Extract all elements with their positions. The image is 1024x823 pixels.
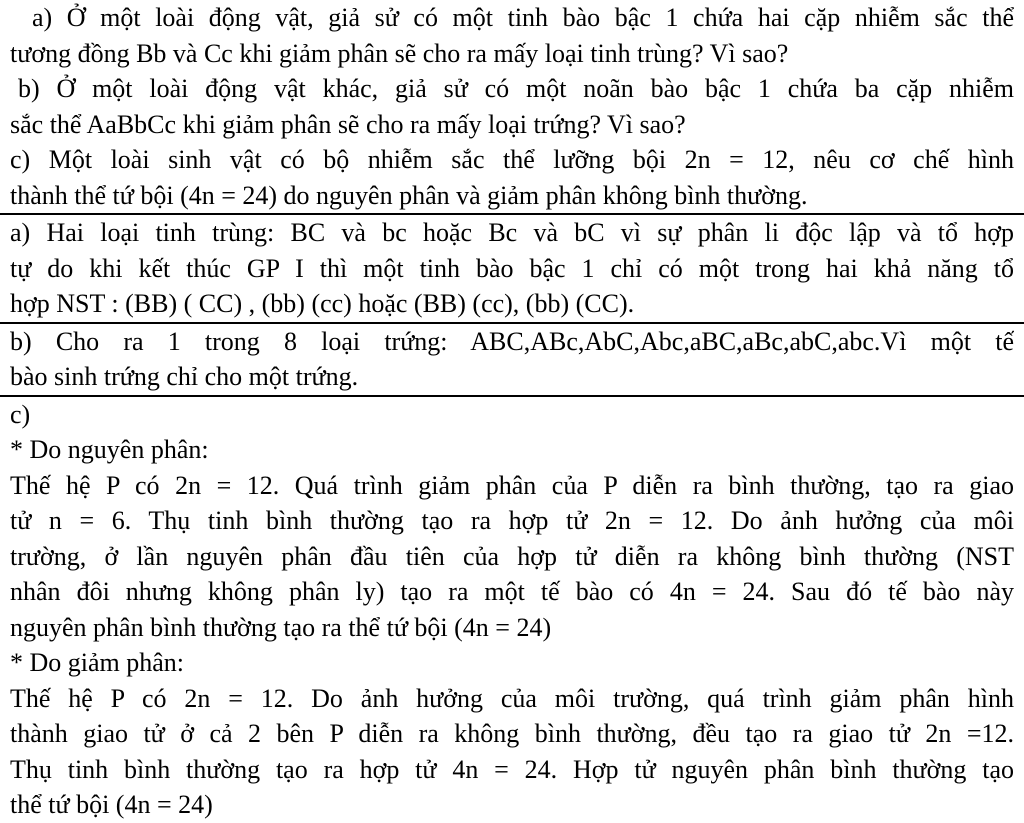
mitosis-line: nguyên phân bình thường tạo ra thể tứ bội (4n = 24) (10, 612, 552, 642)
answer-a-line: hợp NST : (BB) ( CC) , (bb) (cc) hoặc (BB) (cc), (bb) (CC). (10, 289, 635, 318)
question-line: sắc thể AaBbCc khi giảm phân sẽ cho ra mấy loại trứng? Vì sao? (10, 109, 686, 139)
mitosis-line: nhân đôi nhưng không phân ly) tạo ra một tế bào có 4n = 24. Sau đó tế bào này (10, 577, 1014, 606)
answer-b-block (0, 324, 1024, 395)
answer-c-block (0, 397, 1024, 823)
answer-c-label: c) (10, 399, 31, 429)
meiosis-line: thể tứ bội (4n = 24) (10, 790, 213, 819)
meiosis-line: Thế hệ P có 2n = 12. Do ảnh hưởng của môi trường, quá trình giảm phân hình (10, 683, 1014, 713)
answer-a-block (0, 215, 1024, 322)
mitosis-heading: * Do nguyên phân: (10, 435, 209, 464)
meiosis-heading: * Do giảm phân: (10, 648, 185, 677)
mitosis-line: Thế hệ P có 2n = 12. Quá trình giảm phân của P diễn ra bình thường, tạo ra giao (10, 470, 1014, 500)
question-block (0, 0, 1024, 213)
answer-a-line: a) Hai loại tinh trùng: BC và bc hoặc Bc và bC vì sự phân li độc lập và tổ hợp (10, 218, 1014, 247)
question-line: b) Ở một loài động vật khác, giả sử có một noãn bào bậc 1 chứa ba cặp nhiễm (18, 74, 1014, 103)
mitosis-line: tử n = 6. Thụ tinh bình thường tạo ra hợp tử 2n = 12. Do ảnh hưởng của môi (10, 506, 1014, 535)
question-line: a) Ở một loài động vật, giả sử có một tinh bào bậc 1 chứa hai cặp nhiễm sắc thể (32, 3, 1014, 32)
mitosis-line: trường, ở lần nguyên phân đầu tiên của hợp tử diễn ra không bình thường (NST (10, 541, 1014, 571)
answer-b-line: bào sinh trứng chỉ cho một trứng. (10, 362, 359, 391)
question-line: c) Một loài sinh vật có bộ nhiễm sắc thể lưỡng bội 2n = 12, nêu cơ chế hình (10, 145, 1014, 174)
question-line: thành thể tứ bội (4n = 24) do nguyên phân và giảm phân không bình thường. (10, 180, 808, 210)
question-line: tương đồng Bb và Cc khi giảm phân sẽ cho ra mấy loại tinh trùng? Vì sao? (10, 38, 789, 68)
meiosis-line: thành giao tử ở cả 2 bên P diễn ra không bình thường, đều tạo ra giao tử 2n =12. (10, 719, 1014, 748)
meiosis-line: Thụ tinh bình thường tạo ra hợp tử 4n = 24. Hợp tử nguyên phân bình thường tạo (10, 754, 1014, 784)
answer-b-line: b) Cho ra 1 trong 8 loại trứng: ABC,ABc,AbC,Abc,aBC,aBc,abC,abc.Vì một tế (10, 326, 1014, 356)
answer-a-line: tự do khi kết thúc GP I thì một tinh bào bậc 1 chỉ có một trong hai khả năng tổ (10, 253, 1014, 283)
